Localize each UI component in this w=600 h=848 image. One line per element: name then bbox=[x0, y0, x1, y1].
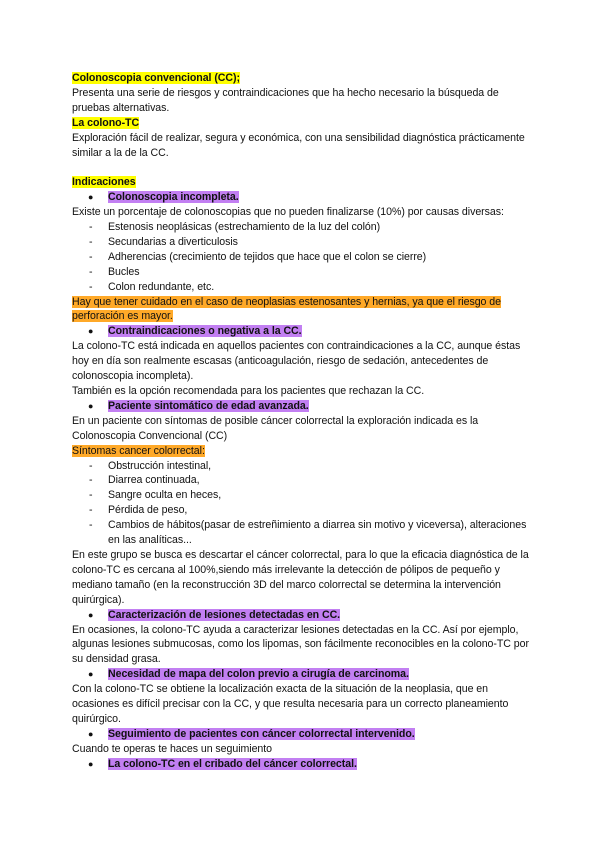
paragraph: También es la opción recomendada para los pacientes que rechazan la CC. bbox=[72, 385, 425, 398]
section-heading-indicaciones: Indicaciones bbox=[72, 176, 136, 189]
dash-icon: - bbox=[89, 265, 93, 278]
bullet-heading: ● La colono-TC en el cribado del cáncer colorrectal. bbox=[88, 757, 357, 770]
paragraph: En este grupo se busca es descartar el cáncer colorrectal, para lo que la eficacia diagnóstica de la colono-TC es cercana al 100%,siendo más irrelevante la detección de pólipos de pequeño y mediano tamaño (en la reconstrucción 3D del marco colorrectal se determina la intervención quirúrgica). bbox=[72, 548, 529, 606]
paragraph: En un paciente con síntomas de posible cáncer colorrectal la exploración indicada es la Colonoscopia Convencional (CC) bbox=[72, 414, 479, 442]
bullet-heading: ● Paciente sintomático de edad avanzada. bbox=[88, 399, 309, 412]
symptoms-heading: Síntomas cancer colorrectal: bbox=[72, 444, 205, 457]
dash-icon: - bbox=[89, 235, 93, 248]
paragraph: Cuando te operas te haces un seguimiento bbox=[72, 742, 273, 755]
paragraph: Con la colono-TC se obtiene la localización exacta de la situación de la neoplasia, que en ocasiones es difícil precisar con la CC, y que resulta necesaria para un correcto planeamiento quirúrgico. bbox=[72, 683, 509, 725]
bullet-icon: ● bbox=[88, 192, 94, 203]
list-item: - Secundarias a diverticulosis bbox=[89, 235, 238, 248]
dash-icon: - bbox=[89, 221, 93, 234]
bullet-icon: ● bbox=[88, 669, 94, 680]
list-item: - Obstrucción intestinal, bbox=[89, 459, 212, 472]
bullet-icon: ● bbox=[88, 609, 94, 620]
bullet-heading: ● Contraindicaciones o negativa a la CC. bbox=[88, 325, 302, 338]
dash-icon: - bbox=[89, 504, 93, 517]
paragraph: Exploración fácil de realizar, segura y económica, con una sensibilidad diagnóstica prácticamente similar a la de la CC. bbox=[72, 131, 525, 159]
bullet-heading: ● Seguimiento de pacientes con cáncer colorrectal intervenido. bbox=[88, 727, 415, 740]
bullet-icon: ● bbox=[88, 326, 94, 337]
list-item: - Diarrea continuada, bbox=[89, 474, 200, 487]
list-item: - Colon redundante, etc. bbox=[89, 280, 215, 293]
list-item: - Adherencias (crecimiento de tejidos que hace que el colon se cierre) bbox=[89, 250, 427, 263]
list-item: - Cambios de hábitos(pasar de estreñimiento a diarrea sin motivo y viceversa), alteraciones en las analíticas... bbox=[89, 519, 527, 547]
dash-icon: - bbox=[89, 489, 93, 502]
bullet-icon: ● bbox=[88, 728, 94, 739]
dash-list bbox=[72, 459, 532, 548]
list-item: - Estenosis neoplásicas (estrechamiento de la luz del colón) bbox=[89, 221, 381, 234]
dash-icon: - bbox=[89, 474, 93, 487]
dash-icon: - bbox=[89, 459, 93, 472]
dash-icon: - bbox=[89, 519, 93, 532]
document-page bbox=[72, 71, 532, 772]
paragraph: En ocasiones, la colono-TC ayuda a caracterizar lesiones detectadas en la CC. Así por ejemplo, algunas lesiones submucosas, como los lipomas, son fácilmente reconocibles en la colono-TC por su densidad grasa. bbox=[72, 623, 529, 666]
dash-list bbox=[72, 220, 532, 295]
bullet-icon: ● bbox=[88, 758, 94, 769]
list-item: - Pérdida de peso, bbox=[89, 504, 188, 517]
paragraph: Presenta una serie de riesgos y contraindicaciones que ha hecho necesario la búsqueda de pruebas alternativas. bbox=[72, 86, 499, 114]
section-heading-cc: Colonoscopia convencional (CC); bbox=[72, 72, 240, 84]
list-item: - Bucles bbox=[89, 265, 140, 278]
list-item: - Sangre oculta en heces, bbox=[89, 489, 222, 502]
section-heading-colono-tc: La colono-TC bbox=[72, 116, 140, 129]
bullet-icon: ● bbox=[88, 400, 94, 411]
bullet-heading: ● Colonoscopia incompleta. bbox=[88, 191, 239, 204]
paragraph: La colono-TC está indicada en aquellos pacientes con contraindicaciones a la CC, aunque éstas hoy en día son realmente escasas (anticoagulación, riesgo de sedación, antecedentes de colonoscopia incompleta). bbox=[72, 340, 521, 383]
blank-line bbox=[72, 160, 532, 175]
dash-icon: - bbox=[89, 250, 93, 263]
warning-paragraph: Hay que tener cuidado en el caso de neoplasias estenosantes y hernias, ya que el riesgo de perforación es mayor. bbox=[72, 295, 501, 323]
bullet-heading: ● Necesidad de mapa del colon previo a cirugía de carcinoma. bbox=[88, 668, 409, 681]
dash-icon: - bbox=[89, 280, 93, 293]
paragraph: Existe un porcentaje de colonoscopias que no pueden finalizarse (10%) por causas diversas: bbox=[72, 206, 504, 219]
bullet-heading: ● Caracterización de lesiones detectadas en CC. bbox=[88, 608, 341, 621]
